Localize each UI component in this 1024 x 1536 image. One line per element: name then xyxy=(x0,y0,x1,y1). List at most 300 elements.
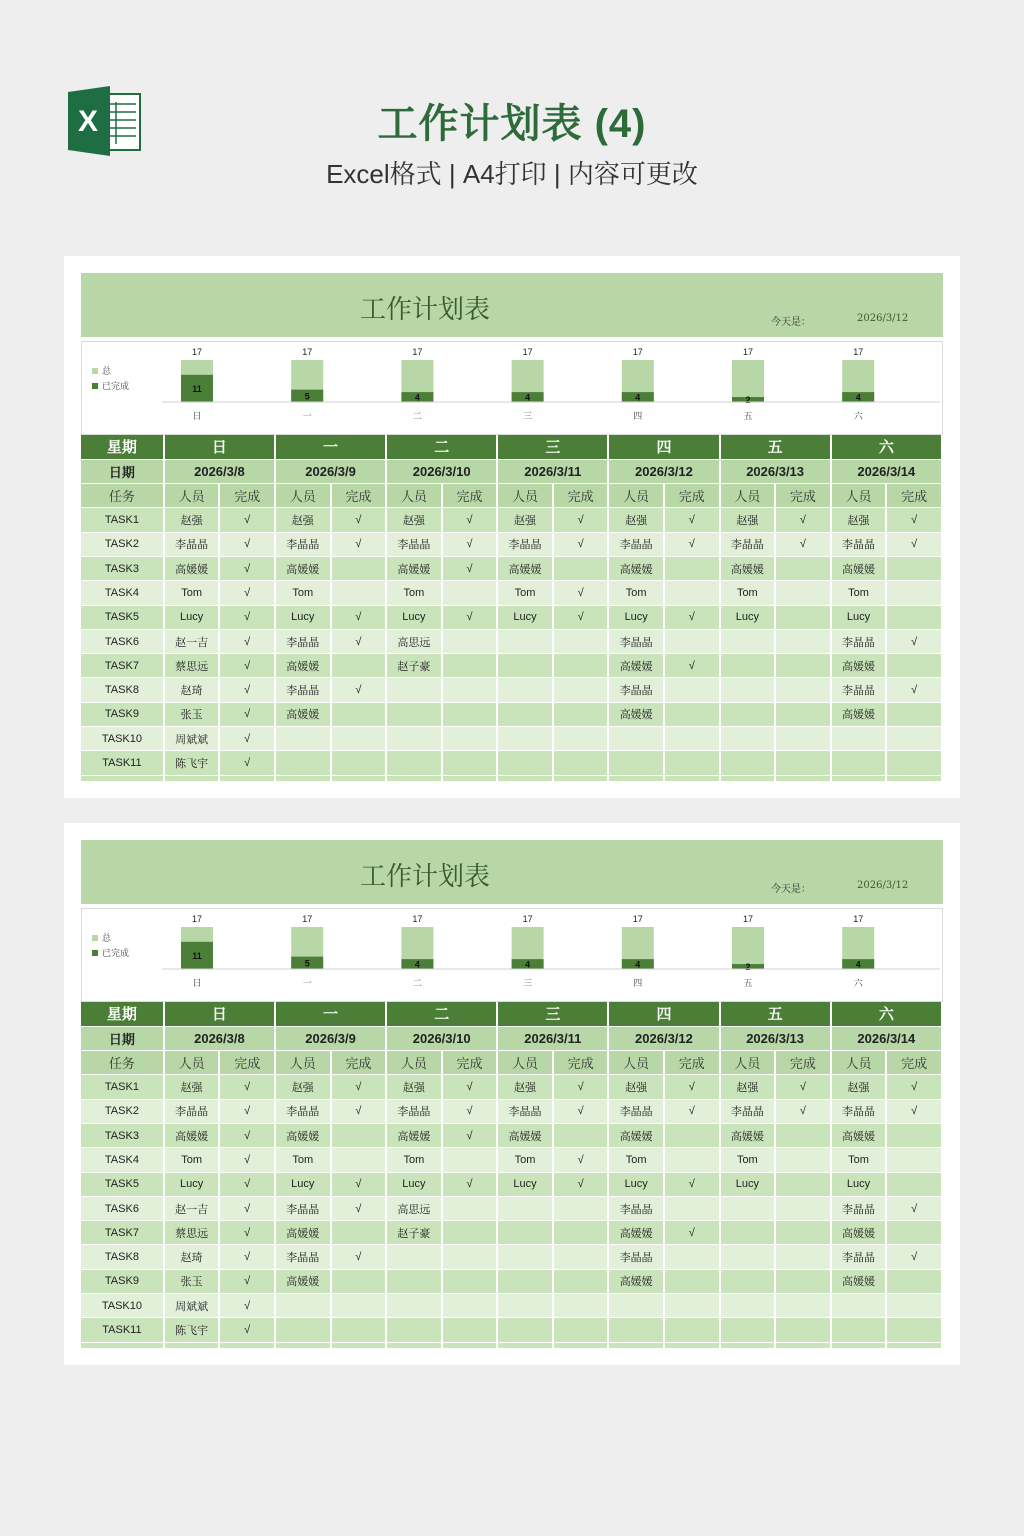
done-cell[interactable] xyxy=(664,629,720,653)
done-cell[interactable]: √ xyxy=(219,1148,275,1172)
done-cell[interactable] xyxy=(664,1245,720,1269)
empty-cell[interactable] xyxy=(386,775,442,781)
task-name-cell[interactable]: TASK3 xyxy=(81,556,164,580)
done-cell[interactable]: √ xyxy=(886,1245,942,1269)
done-cell[interactable] xyxy=(331,1221,387,1245)
done-cell[interactable]: √ xyxy=(219,532,275,556)
done-cell[interactable] xyxy=(553,556,609,580)
empty-cell[interactable] xyxy=(664,1342,720,1348)
empty-cell[interactable] xyxy=(81,775,164,781)
person-cell[interactable]: Lucy xyxy=(608,1172,664,1196)
date-cell[interactable]: 2026/3/8 xyxy=(164,1026,275,1050)
done-cell[interactable] xyxy=(775,1172,831,1196)
done-cell[interactable] xyxy=(442,581,498,605)
person-cell[interactable] xyxy=(497,678,553,702)
person-cell[interactable] xyxy=(386,702,442,726)
done-cell[interactable] xyxy=(442,702,498,726)
person-cell[interactable]: 赵强 xyxy=(164,508,220,532)
done-cell[interactable]: √ xyxy=(219,508,275,532)
person-cell[interactable]: 李晶晶 xyxy=(275,1245,331,1269)
task-name-cell[interactable]: TASK2 xyxy=(81,1099,164,1123)
done-cell[interactable]: √ xyxy=(219,678,275,702)
empty-cell[interactable] xyxy=(219,1342,275,1348)
done-cell[interactable] xyxy=(553,1245,609,1269)
done-cell[interactable] xyxy=(553,727,609,751)
person-cell[interactable] xyxy=(497,1269,553,1293)
person-cell[interactable]: 高媛媛 xyxy=(164,556,220,580)
done-cell[interactable]: √ xyxy=(664,1221,720,1245)
date-cell[interactable]: 2026/3/14 xyxy=(831,1026,942,1050)
person-cell[interactable]: 蔡思远 xyxy=(164,654,220,678)
empty-cell[interactable] xyxy=(553,1342,609,1348)
done-cell[interactable] xyxy=(331,1318,387,1342)
person-cell[interactable]: 赵琦 xyxy=(164,1245,220,1269)
task-name-cell[interactable]: TASK6 xyxy=(81,629,164,653)
done-cell[interactable] xyxy=(664,581,720,605)
done-cell[interactable] xyxy=(331,581,387,605)
person-cell[interactable]: Tom xyxy=(275,1148,331,1172)
done-cell[interactable] xyxy=(886,1269,942,1293)
done-cell[interactable]: √ xyxy=(219,605,275,629)
person-cell[interactable]: 高媛媛 xyxy=(275,1221,331,1245)
done-cell[interactable] xyxy=(775,1245,831,1269)
person-cell[interactable] xyxy=(497,727,553,751)
person-cell[interactable]: 高媛媛 xyxy=(831,1123,887,1147)
weekday-cell[interactable]: 五 xyxy=(720,1002,831,1026)
person-cell[interactable]: 李晶晶 xyxy=(720,1099,776,1123)
empty-cell[interactable] xyxy=(775,775,831,781)
done-cell[interactable]: √ xyxy=(331,678,387,702)
empty-cell[interactable] xyxy=(886,775,942,781)
person-cell[interactable]: Lucy xyxy=(497,605,553,629)
person-cell[interactable]: 赵强 xyxy=(720,1075,776,1099)
done-cell[interactable] xyxy=(442,678,498,702)
person-cell[interactable]: Tom xyxy=(275,581,331,605)
date-cell[interactable]: 2026/3/12 xyxy=(608,459,719,483)
empty-cell[interactable] xyxy=(497,775,553,781)
done-cell[interactable]: √ xyxy=(664,1099,720,1123)
weekday-cell[interactable]: 一 xyxy=(275,1002,386,1026)
done-cell[interactable] xyxy=(886,605,942,629)
done-cell[interactable]: √ xyxy=(442,1099,498,1123)
person-cell[interactable]: 李晶晶 xyxy=(608,1196,664,1220)
done-cell[interactable] xyxy=(553,654,609,678)
person-cell[interactable] xyxy=(497,751,553,775)
empty-cell[interactable] xyxy=(164,1342,220,1348)
person-cell[interactable]: 高媛媛 xyxy=(386,1123,442,1147)
person-cell[interactable]: 高媛媛 xyxy=(831,654,887,678)
person-cell[interactable] xyxy=(275,1294,331,1318)
done-cell[interactable] xyxy=(775,727,831,751)
person-cell[interactable]: 赵强 xyxy=(608,508,664,532)
person-cell[interactable]: Lucy xyxy=(275,1172,331,1196)
task-name-cell[interactable]: TASK8 xyxy=(81,678,164,702)
person-cell[interactable]: 李晶晶 xyxy=(831,629,887,653)
person-cell[interactable]: 赵强 xyxy=(831,508,887,532)
done-cell[interactable]: √ xyxy=(442,508,498,532)
weekday-cell[interactable]: 三 xyxy=(497,435,608,459)
done-cell[interactable]: √ xyxy=(219,1294,275,1318)
person-cell[interactable]: 高媛媛 xyxy=(720,1123,776,1147)
date-cell[interactable]: 2026/3/9 xyxy=(275,1026,386,1050)
empty-cell[interactable] xyxy=(386,1342,442,1348)
person-cell[interactable] xyxy=(608,727,664,751)
done-cell[interactable]: √ xyxy=(219,727,275,751)
date-cell[interactable]: 2026/3/10 xyxy=(386,459,497,483)
task-name-cell[interactable]: TASK8 xyxy=(81,1245,164,1269)
task-name-cell[interactable]: TASK3 xyxy=(81,1123,164,1147)
empty-cell[interactable] xyxy=(886,1342,942,1348)
task-name-cell[interactable]: TASK11 xyxy=(81,751,164,775)
person-cell[interactable]: 张玉 xyxy=(164,1269,220,1293)
done-cell[interactable] xyxy=(442,1318,498,1342)
person-cell[interactable]: 李晶晶 xyxy=(164,532,220,556)
person-cell[interactable] xyxy=(720,1318,776,1342)
done-cell[interactable]: √ xyxy=(331,508,387,532)
person-cell[interactable]: Lucy xyxy=(497,1172,553,1196)
person-cell[interactable]: 李晶晶 xyxy=(275,678,331,702)
person-cell[interactable] xyxy=(386,678,442,702)
person-cell[interactable] xyxy=(386,727,442,751)
done-cell[interactable] xyxy=(775,702,831,726)
person-cell[interactable]: 赵一吉 xyxy=(164,1196,220,1220)
person-cell[interactable]: 高思远 xyxy=(386,1196,442,1220)
person-cell[interactable]: 赵一吉 xyxy=(164,629,220,653)
done-cell[interactable]: √ xyxy=(775,532,831,556)
person-cell[interactable]: 赵强 xyxy=(275,508,331,532)
person-cell[interactable] xyxy=(386,1294,442,1318)
person-cell[interactable] xyxy=(386,751,442,775)
done-cell[interactable] xyxy=(664,678,720,702)
done-cell[interactable]: √ xyxy=(219,1196,275,1220)
person-cell[interactable] xyxy=(386,1269,442,1293)
weekday-cell[interactable]: 二 xyxy=(386,1002,497,1026)
person-cell[interactable]: Tom xyxy=(608,1148,664,1172)
done-cell[interactable]: √ xyxy=(331,1075,387,1099)
person-cell[interactable]: 高媛媛 xyxy=(497,556,553,580)
date-cell[interactable]: 2026/3/9 xyxy=(275,459,386,483)
person-cell[interactable] xyxy=(831,751,887,775)
task-name-cell[interactable]: TASK2 xyxy=(81,532,164,556)
empty-cell[interactable] xyxy=(553,775,609,781)
done-cell[interactable] xyxy=(886,556,942,580)
done-cell[interactable] xyxy=(442,727,498,751)
done-cell[interactable]: √ xyxy=(331,1196,387,1220)
date-cell[interactable]: 2026/3/14 xyxy=(831,459,942,483)
task-name-cell[interactable]: TASK5 xyxy=(81,605,164,629)
person-cell[interactable]: 李晶晶 xyxy=(275,532,331,556)
person-cell[interactable]: Tom xyxy=(720,581,776,605)
done-cell[interactable]: √ xyxy=(331,605,387,629)
person-cell[interactable]: 赵子豪 xyxy=(386,1221,442,1245)
done-cell[interactable] xyxy=(886,1221,942,1245)
empty-cell[interactable] xyxy=(442,775,498,781)
done-cell[interactable] xyxy=(664,1148,720,1172)
person-cell[interactable] xyxy=(720,1269,776,1293)
person-cell[interactable]: Tom xyxy=(386,1148,442,1172)
person-cell[interactable]: 高媛媛 xyxy=(608,702,664,726)
person-cell[interactable]: 高媛媛 xyxy=(275,654,331,678)
person-cell[interactable]: 李晶晶 xyxy=(831,532,887,556)
empty-cell[interactable] xyxy=(775,1342,831,1348)
done-cell[interactable] xyxy=(553,1196,609,1220)
done-cell[interactable]: √ xyxy=(886,1099,942,1123)
done-cell[interactable] xyxy=(775,1123,831,1147)
task-name-cell[interactable]: TASK1 xyxy=(81,1075,164,1099)
done-cell[interactable]: √ xyxy=(331,1245,387,1269)
done-cell[interactable] xyxy=(442,1221,498,1245)
person-cell[interactable]: 高媛媛 xyxy=(275,1269,331,1293)
date-cell[interactable]: 2026/3/11 xyxy=(497,1026,608,1050)
person-cell[interactable]: Tom xyxy=(386,581,442,605)
weekday-cell[interactable]: 四 xyxy=(608,1002,719,1026)
done-cell[interactable]: √ xyxy=(553,1172,609,1196)
done-cell[interactable] xyxy=(442,629,498,653)
date-cell[interactable]: 2026/3/13 xyxy=(720,1026,831,1050)
person-cell[interactable]: 高媛媛 xyxy=(608,1269,664,1293)
person-cell[interactable] xyxy=(497,1318,553,1342)
person-cell[interactable]: 李晶晶 xyxy=(608,629,664,653)
empty-cell[interactable] xyxy=(831,1342,887,1348)
done-cell[interactable]: √ xyxy=(775,1099,831,1123)
empty-cell[interactable] xyxy=(331,1342,387,1348)
done-cell[interactable] xyxy=(664,1196,720,1220)
done-cell[interactable] xyxy=(775,581,831,605)
done-cell[interactable]: √ xyxy=(219,1123,275,1147)
person-cell[interactable] xyxy=(720,629,776,653)
done-cell[interactable]: √ xyxy=(219,581,275,605)
person-cell[interactable] xyxy=(275,727,331,751)
person-cell[interactable]: 赵强 xyxy=(608,1075,664,1099)
task-name-cell[interactable]: TASK6 xyxy=(81,1196,164,1220)
person-cell[interactable]: Tom xyxy=(164,581,220,605)
person-cell[interactable] xyxy=(497,654,553,678)
done-cell[interactable] xyxy=(886,702,942,726)
empty-cell[interactable] xyxy=(275,1342,331,1348)
done-cell[interactable] xyxy=(553,1221,609,1245)
person-cell[interactable] xyxy=(275,1318,331,1342)
done-cell[interactable]: √ xyxy=(442,1172,498,1196)
done-cell[interactable] xyxy=(331,702,387,726)
done-cell[interactable]: √ xyxy=(553,581,609,605)
person-cell[interactable]: 李晶晶 xyxy=(608,678,664,702)
person-cell[interactable]: 高媛媛 xyxy=(831,1221,887,1245)
done-cell[interactable] xyxy=(886,1318,942,1342)
done-cell[interactable]: √ xyxy=(219,1172,275,1196)
done-cell[interactable]: √ xyxy=(219,1099,275,1123)
person-cell[interactable] xyxy=(497,1196,553,1220)
date-cell[interactable]: 2026/3/8 xyxy=(164,459,275,483)
person-cell[interactable]: Lucy xyxy=(164,1172,220,1196)
done-cell[interactable] xyxy=(775,1148,831,1172)
done-cell[interactable] xyxy=(886,1148,942,1172)
done-cell[interactable] xyxy=(331,1148,387,1172)
done-cell[interactable] xyxy=(886,1172,942,1196)
person-cell[interactable] xyxy=(497,1245,553,1269)
person-cell[interactable]: 赵强 xyxy=(386,508,442,532)
empty-cell[interactable] xyxy=(219,775,275,781)
person-cell[interactable]: 李晶晶 xyxy=(275,629,331,653)
person-cell[interactable] xyxy=(386,1245,442,1269)
done-cell[interactable]: √ xyxy=(886,1075,942,1099)
person-cell[interactable] xyxy=(497,629,553,653)
done-cell[interactable] xyxy=(442,1269,498,1293)
done-cell[interactable]: √ xyxy=(775,1075,831,1099)
person-cell[interactable]: 张玉 xyxy=(164,702,220,726)
person-cell[interactable]: 赵强 xyxy=(497,1075,553,1099)
done-cell[interactable]: √ xyxy=(664,1075,720,1099)
task-name-cell[interactable]: TASK10 xyxy=(81,727,164,751)
person-cell[interactable]: 李晶晶 xyxy=(608,1099,664,1123)
person-cell[interactable]: 李晶晶 xyxy=(608,532,664,556)
person-cell[interactable]: 赵琦 xyxy=(164,678,220,702)
done-cell[interactable] xyxy=(553,702,609,726)
empty-cell[interactable] xyxy=(275,775,331,781)
weekday-cell[interactable]: 二 xyxy=(386,435,497,459)
done-cell[interactable]: √ xyxy=(886,508,942,532)
done-cell[interactable] xyxy=(886,727,942,751)
done-cell[interactable] xyxy=(553,751,609,775)
done-cell[interactable] xyxy=(775,1294,831,1318)
done-cell[interactable]: √ xyxy=(331,1172,387,1196)
done-cell[interactable]: √ xyxy=(886,629,942,653)
empty-cell[interactable] xyxy=(164,775,220,781)
person-cell[interactable]: 李晶晶 xyxy=(608,1245,664,1269)
person-cell[interactable] xyxy=(386,1318,442,1342)
done-cell[interactable]: √ xyxy=(664,605,720,629)
person-cell[interactable]: 赵强 xyxy=(720,508,776,532)
done-cell[interactable] xyxy=(331,1269,387,1293)
done-cell[interactable] xyxy=(664,1269,720,1293)
done-cell[interactable]: √ xyxy=(886,1196,942,1220)
person-cell[interactable]: 李晶晶 xyxy=(164,1099,220,1123)
done-cell[interactable] xyxy=(664,1294,720,1318)
person-cell[interactable]: 高媛媛 xyxy=(720,556,776,580)
date-cell[interactable]: 2026/3/12 xyxy=(608,1026,719,1050)
empty-cell[interactable] xyxy=(831,775,887,781)
done-cell[interactable]: √ xyxy=(442,556,498,580)
person-cell[interactable]: Lucy xyxy=(386,1172,442,1196)
person-cell[interactable] xyxy=(497,702,553,726)
done-cell[interactable] xyxy=(442,751,498,775)
date-cell[interactable]: 2026/3/13 xyxy=(720,459,831,483)
done-cell[interactable] xyxy=(553,678,609,702)
done-cell[interactable]: √ xyxy=(219,1075,275,1099)
done-cell[interactable] xyxy=(886,581,942,605)
weekday-cell[interactable]: 六 xyxy=(831,1002,942,1026)
person-cell[interactable]: 周斌斌 xyxy=(164,727,220,751)
done-cell[interactable]: √ xyxy=(664,1172,720,1196)
person-cell[interactable]: 高媛媛 xyxy=(497,1123,553,1147)
person-cell[interactable]: 高媛媛 xyxy=(608,1221,664,1245)
done-cell[interactable] xyxy=(553,1318,609,1342)
done-cell[interactable] xyxy=(775,751,831,775)
person-cell[interactable] xyxy=(608,1318,664,1342)
task-name-cell[interactable]: TASK9 xyxy=(81,1269,164,1293)
done-cell[interactable] xyxy=(886,1294,942,1318)
done-cell[interactable]: √ xyxy=(219,751,275,775)
weekday-cell[interactable]: 四 xyxy=(608,435,719,459)
person-cell[interactable]: Tom xyxy=(831,1148,887,1172)
done-cell[interactable] xyxy=(331,751,387,775)
done-cell[interactable] xyxy=(775,629,831,653)
person-cell[interactable]: 李晶晶 xyxy=(831,1245,887,1269)
person-cell[interactable] xyxy=(720,1196,776,1220)
done-cell[interactable]: √ xyxy=(775,508,831,532)
person-cell[interactable] xyxy=(720,1221,776,1245)
person-cell[interactable] xyxy=(831,1294,887,1318)
done-cell[interactable] xyxy=(775,1196,831,1220)
person-cell[interactable] xyxy=(608,751,664,775)
task-name-cell[interactable]: TASK5 xyxy=(81,1172,164,1196)
person-cell[interactable]: 赵子豪 xyxy=(386,654,442,678)
done-cell[interactable]: √ xyxy=(553,605,609,629)
person-cell[interactable]: 赵强 xyxy=(831,1075,887,1099)
done-cell[interactable] xyxy=(553,1269,609,1293)
done-cell[interactable] xyxy=(886,654,942,678)
done-cell[interactable]: √ xyxy=(219,702,275,726)
person-cell[interactable]: Tom xyxy=(720,1148,776,1172)
done-cell[interactable]: √ xyxy=(664,654,720,678)
person-cell[interactable] xyxy=(720,751,776,775)
done-cell[interactable]: √ xyxy=(219,1318,275,1342)
weekday-cell[interactable]: 六 xyxy=(831,435,942,459)
person-cell[interactable]: 赵强 xyxy=(275,1075,331,1099)
person-cell[interactable]: 李晶晶 xyxy=(497,1099,553,1123)
person-cell[interactable]: 周斌斌 xyxy=(164,1294,220,1318)
person-cell[interactable]: 高媛媛 xyxy=(831,1269,887,1293)
person-cell[interactable]: 蔡思远 xyxy=(164,1221,220,1245)
date-cell[interactable]: 2026/3/10 xyxy=(386,1026,497,1050)
person-cell[interactable]: 高媛媛 xyxy=(386,556,442,580)
person-cell[interactable] xyxy=(831,1318,887,1342)
person-cell[interactable]: Tom xyxy=(497,1148,553,1172)
person-cell[interactable]: 李晶晶 xyxy=(386,532,442,556)
task-name-cell[interactable]: TASK7 xyxy=(81,654,164,678)
done-cell[interactable]: √ xyxy=(219,1221,275,1245)
person-cell[interactable]: Lucy xyxy=(608,605,664,629)
task-name-cell[interactable]: TASK10 xyxy=(81,1294,164,1318)
done-cell[interactable]: √ xyxy=(553,1099,609,1123)
done-cell[interactable] xyxy=(664,556,720,580)
done-cell[interactable]: √ xyxy=(553,1075,609,1099)
done-cell[interactable]: √ xyxy=(553,1148,609,1172)
person-cell[interactable]: 赵强 xyxy=(497,508,553,532)
person-cell[interactable]: 高媛媛 xyxy=(608,1123,664,1147)
person-cell[interactable]: 李晶晶 xyxy=(497,532,553,556)
done-cell[interactable] xyxy=(553,1123,609,1147)
person-cell[interactable]: 高媛媛 xyxy=(275,702,331,726)
done-cell[interactable]: √ xyxy=(219,556,275,580)
person-cell[interactable]: Lucy xyxy=(275,605,331,629)
person-cell[interactable]: Lucy xyxy=(720,605,776,629)
empty-cell[interactable] xyxy=(497,1342,553,1348)
person-cell[interactable]: 李晶晶 xyxy=(831,1196,887,1220)
done-cell[interactable]: √ xyxy=(664,532,720,556)
person-cell[interactable] xyxy=(720,654,776,678)
done-cell[interactable] xyxy=(775,556,831,580)
person-cell[interactable] xyxy=(720,727,776,751)
done-cell[interactable]: √ xyxy=(331,1099,387,1123)
person-cell[interactable]: Tom xyxy=(164,1148,220,1172)
done-cell[interactable]: √ xyxy=(886,678,942,702)
person-cell[interactable]: Tom xyxy=(608,581,664,605)
task-name-cell[interactable]: TASK1 xyxy=(81,508,164,532)
person-cell[interactable]: 高思远 xyxy=(386,629,442,653)
done-cell[interactable] xyxy=(664,727,720,751)
person-cell[interactable] xyxy=(497,1294,553,1318)
person-cell[interactable]: Lucy xyxy=(164,605,220,629)
